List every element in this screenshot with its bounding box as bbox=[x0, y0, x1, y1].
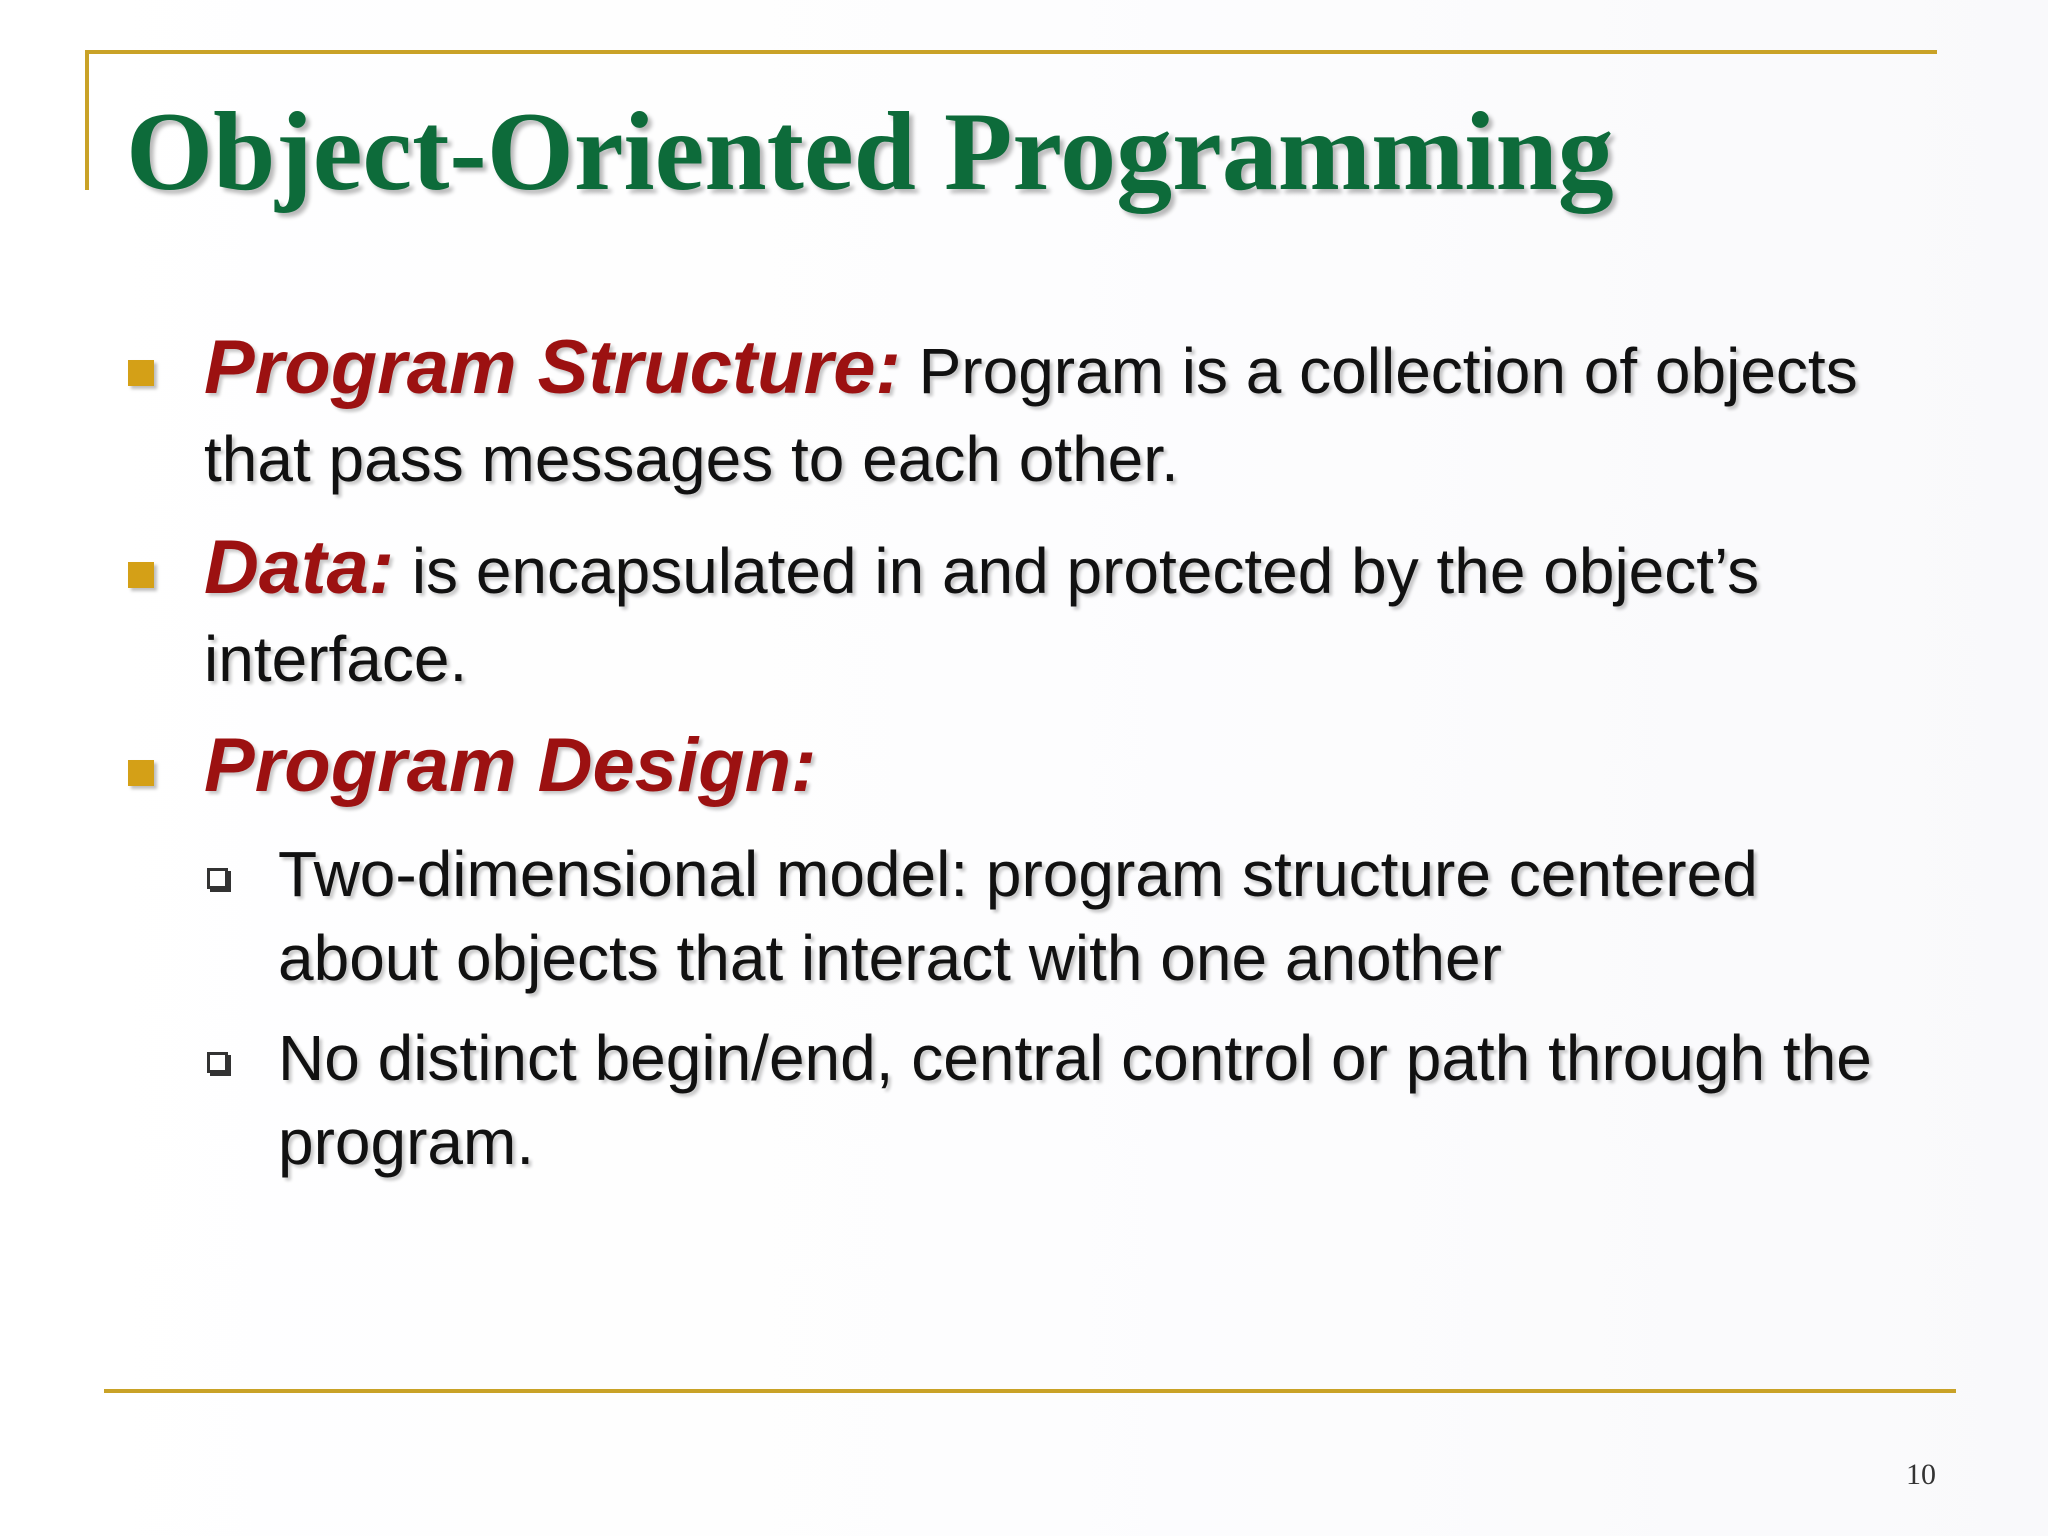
bottom-rule bbox=[104, 1389, 1956, 1393]
bullet-program-structure bbox=[204, 324, 1904, 503]
square-bullet-icon bbox=[128, 562, 154, 588]
bullet-term: Program Structure: bbox=[204, 325, 901, 410]
hollow-square-bullet-icon bbox=[207, 868, 228, 889]
bullet-term: Data: bbox=[204, 525, 395, 610]
bullet-text: Program is a collection of objects that pass messages to each other. bbox=[204, 335, 1858, 495]
left-rule bbox=[85, 50, 89, 190]
sub-bullet-two-dimensional-model: Two-dimensional model: program structure centered about objects that interact with one another bbox=[278, 838, 1758, 994]
slide-title: Object-Oriented Programming bbox=[126, 90, 1614, 214]
square-bullet-icon bbox=[128, 360, 154, 386]
bullet-term: Program Design: bbox=[204, 723, 817, 808]
bullet-text: is encapsulated in and protected by the object’s interface. bbox=[204, 535, 1760, 695]
bullet-program-design bbox=[204, 722, 1904, 813]
bullet-data bbox=[204, 524, 1904, 703]
page-number: 10 bbox=[1906, 1458, 1936, 1491]
hollow-square-bullet-icon bbox=[207, 1052, 228, 1073]
top-rule bbox=[85, 50, 1937, 54]
square-bullet-icon bbox=[128, 760, 154, 786]
sub-bullet-no-distinct-begin-end: No distinct begin/end, central control or path through the program. bbox=[278, 1022, 1872, 1178]
